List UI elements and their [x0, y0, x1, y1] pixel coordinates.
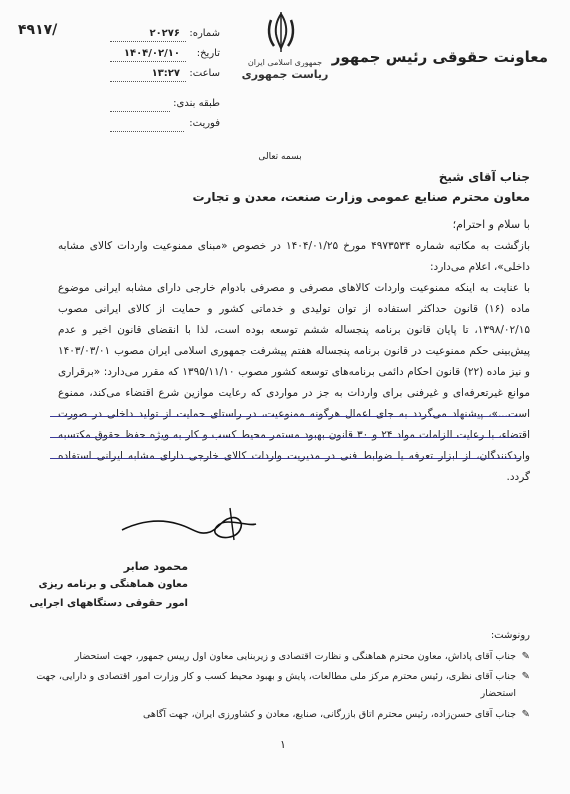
- underline-mark: [50, 416, 520, 417]
- cc-item: [34, 706, 530, 723]
- date-label: تاریخ:: [196, 48, 220, 59]
- office-title: معاونت حقوقی رئیس جمهور: [331, 48, 548, 66]
- cc-title: رونوشت:: [490, 630, 530, 641]
- time-label: ساعت:: [189, 68, 220, 79]
- page-number: ۱: [280, 738, 286, 751]
- addressee-title: معاون محترم صنایع عمومی وزارت صنعت، معدن و تجارت: [192, 190, 530, 204]
- bullet-icon: ✎: [521, 709, 530, 720]
- cc-item: [34, 648, 530, 665]
- number-value: ۲۰۲۷۶: [149, 28, 180, 39]
- emblem-icon: [262, 10, 300, 56]
- date-field: [110, 48, 220, 64]
- registration-number: ۴۹۱۷/: [18, 22, 58, 38]
- classification-label: طبقه بندی:: [173, 98, 220, 109]
- org-line-2: ریاست جمهوری: [241, 68, 329, 81]
- cc-item-text: جناب آقای حسن‌زاده، رئیس محترم اتاق بازرگانی، صنایع، معادن و کشاورزی ایران، جهت آگاهی: [143, 709, 516, 720]
- urgency-field: [110, 118, 220, 134]
- signer-title: معاون هماهنگی و برنامه ریزی: [38, 579, 188, 590]
- addressee-name: جناب آقای شیخ: [438, 170, 530, 184]
- paragraph-main: با عنایت به اینکه ممنوعیت واردات کالاهای مصرفی و مصرفی بادوام خارجی دارای مشابه ایرانی موضوع ماده (۱۶) قانون حداکثر استفاده از توان تولیدی و خدماتی کشور و حمایت از کالای ایرانی مصوب ۱۳۹۸/۰۲/۱۵، تا پایان قانون برنامه پنجساله ششم توسعه بوده است، لذا با انقضای قانون اخیر و عدم پیش‌بینی حکم ممنوعیت در قانون برنامه پنجساله هفتم پیشرفت جمهوری اسلامی ایران مصوب ۱۴۰۳/۰۳/۰۱ و نیز ماده (۲۲) قانون احکام دائمی برنامه‌های توسعه کشور مصوب ۱۳۹۵/۱۱/۱۰ که مقرر می‌دارد: «برقراری موانع غیرتعرفه‌ای و غیرفنی برای واردات به جز در مواردی که رعایت موازین شرع اقتضاء می‌کند، ممنوع است...»، پیشنهاد می‌گردد به جای اعمال هرگونه ممنوعیت، در راستای حمایت از تولید داخلی در صورت اقتضاء، با رعایت الزامات مواد ۲۴ و ۳۰ قانون بهبود مستمر محیط کسب و کار به ویژه حفظ حقوق مکتسبه واردکنندگان، از ابزار تعرفه یا ضوابط فنی در مدیریت واردات کالای خارجی دارای مشابه ایرانی استفاده گردد.: [58, 282, 531, 483]
- org-line-1: جمهوری اسلامی ایران: [247, 58, 323, 67]
- bullet-icon: ✎: [521, 651, 530, 662]
- handwritten-signature: [118, 500, 258, 550]
- number-label: شماره:: [189, 28, 220, 39]
- time-field: [110, 68, 220, 84]
- signer-department: امور حقوقی دستگاههای اجرایی: [29, 598, 188, 609]
- invocation: بسمه تعالی: [258, 152, 302, 162]
- time-value: ۱۳:۲۷: [151, 68, 180, 79]
- number-field: [110, 28, 220, 44]
- date-value: ۱۴۰۴/۰۲/۱۰: [123, 48, 180, 59]
- underline-mark: [50, 437, 520, 438]
- greeting: با سلام و احترام؛: [452, 218, 530, 231]
- paragraph-reference: بازگشت به مکاتبه شماره ۴۹۷۳۵۳۴ مورخ ۱۴۰۴/۰۱/۲۵ در خصوص «مبنای ممنوعیت واردات کالای مشابه داخلی»، اعلام می‌دارد:: [58, 240, 530, 273]
- classification-field: [110, 98, 220, 114]
- cc-item: [34, 668, 530, 702]
- signer-name: محمود صابر: [123, 560, 188, 573]
- underline-mark: [50, 458, 520, 459]
- bullet-icon: ✎: [521, 671, 530, 682]
- cc-item-text: جناب آقای پاداش، معاون محترم هماهنگی و نظارت اقتصادی و زیربنایی معاون اول رییس جمهور، جهت استحضار: [74, 651, 516, 662]
- urgency-label: فوریت:: [189, 118, 220, 129]
- cc-item-text: جناب آقای نظری، رئیس محترم مرکز ملی مطالعات، پایش و بهبود محیط کسب و کار وزارت امور اقتصادی و دارایی، جهت استحضار: [36, 671, 516, 699]
